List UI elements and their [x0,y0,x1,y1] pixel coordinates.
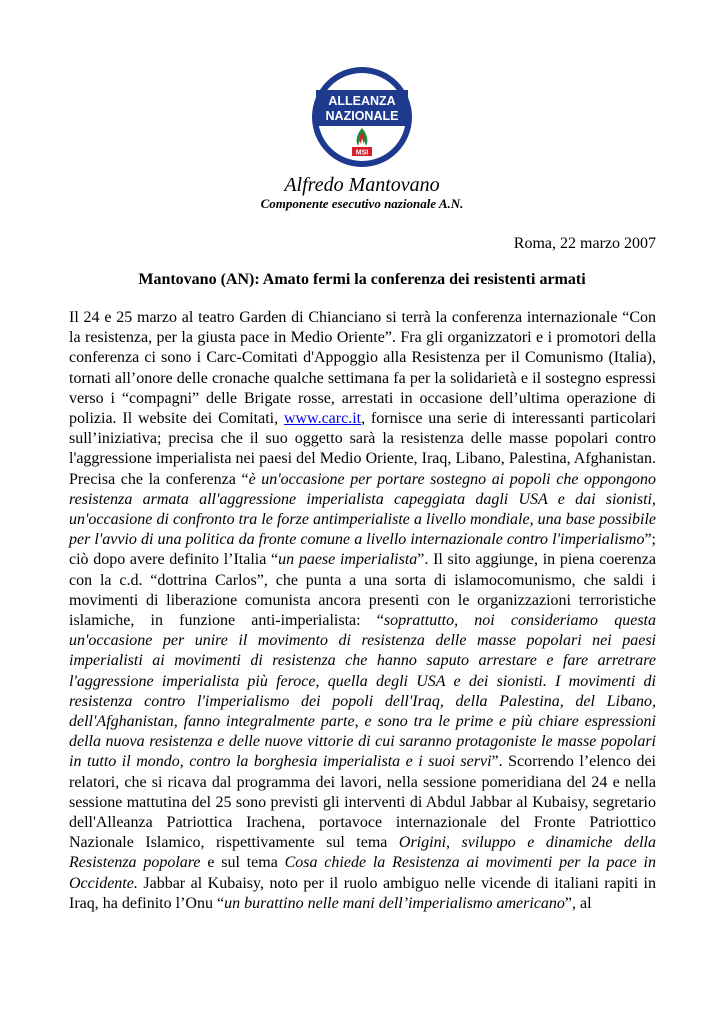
alleanza-nazionale-logo [311,66,413,168]
logo-text-line1: ALLEANZA [328,94,396,108]
carc-website-link[interactable]: www.carc.it [283,410,362,428]
body-text: , fornisce una serie di interessanti particolari sull’iniziativa; precisa che il suo oggetto sarà la resistenza delle masse popolari contro l'aggressione imperialista nei paesi del Medio Oriente, Iraq, Libano, Palestina, Afghanistan. Precisa che la conferenza “ [69,410,657,488]
body-text: ”. Il sito aggiunge, in piena coerenza con la c.d. “dottrina Carlos”, che punta a una sorta di islamocomunismo, che saldi i movimenti di liberazione comunista ancora presenti con le organizzazioni terroristiche islamiche, in funzione anti-imperialista: “ [69,551,657,630]
body-quote: un paese imperialista [278,551,418,569]
body-quote: Origini, sviluppo e dinamiche della Resistenza popolare [69,834,657,872]
body-paragraph [69,308,656,914]
body-quote: è un'occasione per portare sostegno ai popoli che oppongono resistenza armata all'aggressione imperialista capeggiata dagli USA e dai sionisti, un'occasione di confronto tra le forze antimperialiste a livello mondiale, una base possibile per l'avvio di una politica da fronte comune a livello internazionale contro l'imperialismo [69,470,657,549]
body-text: Il 24 e 25 marzo al teatro Garden di Chianciano si terrà la conferenza internazionale “Con la resistenza, per la giusta pace in Medio Oriente”. Fra gli organizzatori e i promotori della conferenza ci sono i Carc-Comitati d'Appoggio alla Resistenza per il Comunismo (Italia), tornati all’onore delle cronache qualche settimana fa per la solidarietà e il sostegno espressi verso i “compagni” delle Brigate rosse, arrestati in occasione dell’ultima operazione di polizia. Il website dei Comitati, [69,309,656,428]
msi-badge-text: MSI [355,149,369,157]
author-role: Componente esecutivo nazionale A.N. [260,196,464,211]
logo-text-line2: NAZIONALE [325,109,399,123]
headline: Mantovano (AN): Amato fermi la conferenza dei resistenti armati [138,271,586,288]
body-text: ”, al [564,894,592,912]
body-text: Jabbar al Kubaisy, noto per il ruolo ambiguo nelle vicende di italiani rapiti in Iraq, ha definito l’Onu “ [69,874,656,912]
body-quote: soprattutto, noi consideriamo questa un'occasione per unire il movimento di resistenza delle masse popolari nei paesi imperialisti ai movimenti di resistenza che hanno saputo arrestare e fare arretrare l'aggressione imperialista più feroce, quella degli USA e dei sionisti. I movimenti di resistenza contro l'imperialismo dei popoli dell'Iraq, della Palestina, del Libano, dell'Afghanistan, fanno integralmente parte, e sono tra le prime e più chiare espressioni della nuova resistenza e delle nuove vittorie di cui saranno protagoniste le masse popolari in tutto il mondo, contro la borghesia imperialista e i suoi servi [69,612,656,771]
document-date: Roma, 22 marzo 2007 [513,235,656,252]
body-quote: un burattino nelle mani dell’imperialismo americano [224,894,565,912]
body-text: e sul tema [200,854,285,872]
author-name: Alfredo Mantovano [284,174,440,196]
body-text: ”. Scorrendo l’elenco dei relatori, che si ricava dal programma dei lavori, nella sessione pomeridiana del 24 e nella sessione mattutina del 25 sono previsti gli interventi di Abdul Jabbar al Kubaisy, segretario dell'Alleanza Patriottica Irachena, portavoce internazionale del Fronte Patriottico Nazionale Islamico, rispettivamente sul tema [69,753,656,852]
body-text: ”; ciò dopo avere definito l’Italia “ [69,531,656,569]
body-quote: Cosa chiede la Resistenza ai movimenti per la pace in Occidente. [69,854,656,892]
